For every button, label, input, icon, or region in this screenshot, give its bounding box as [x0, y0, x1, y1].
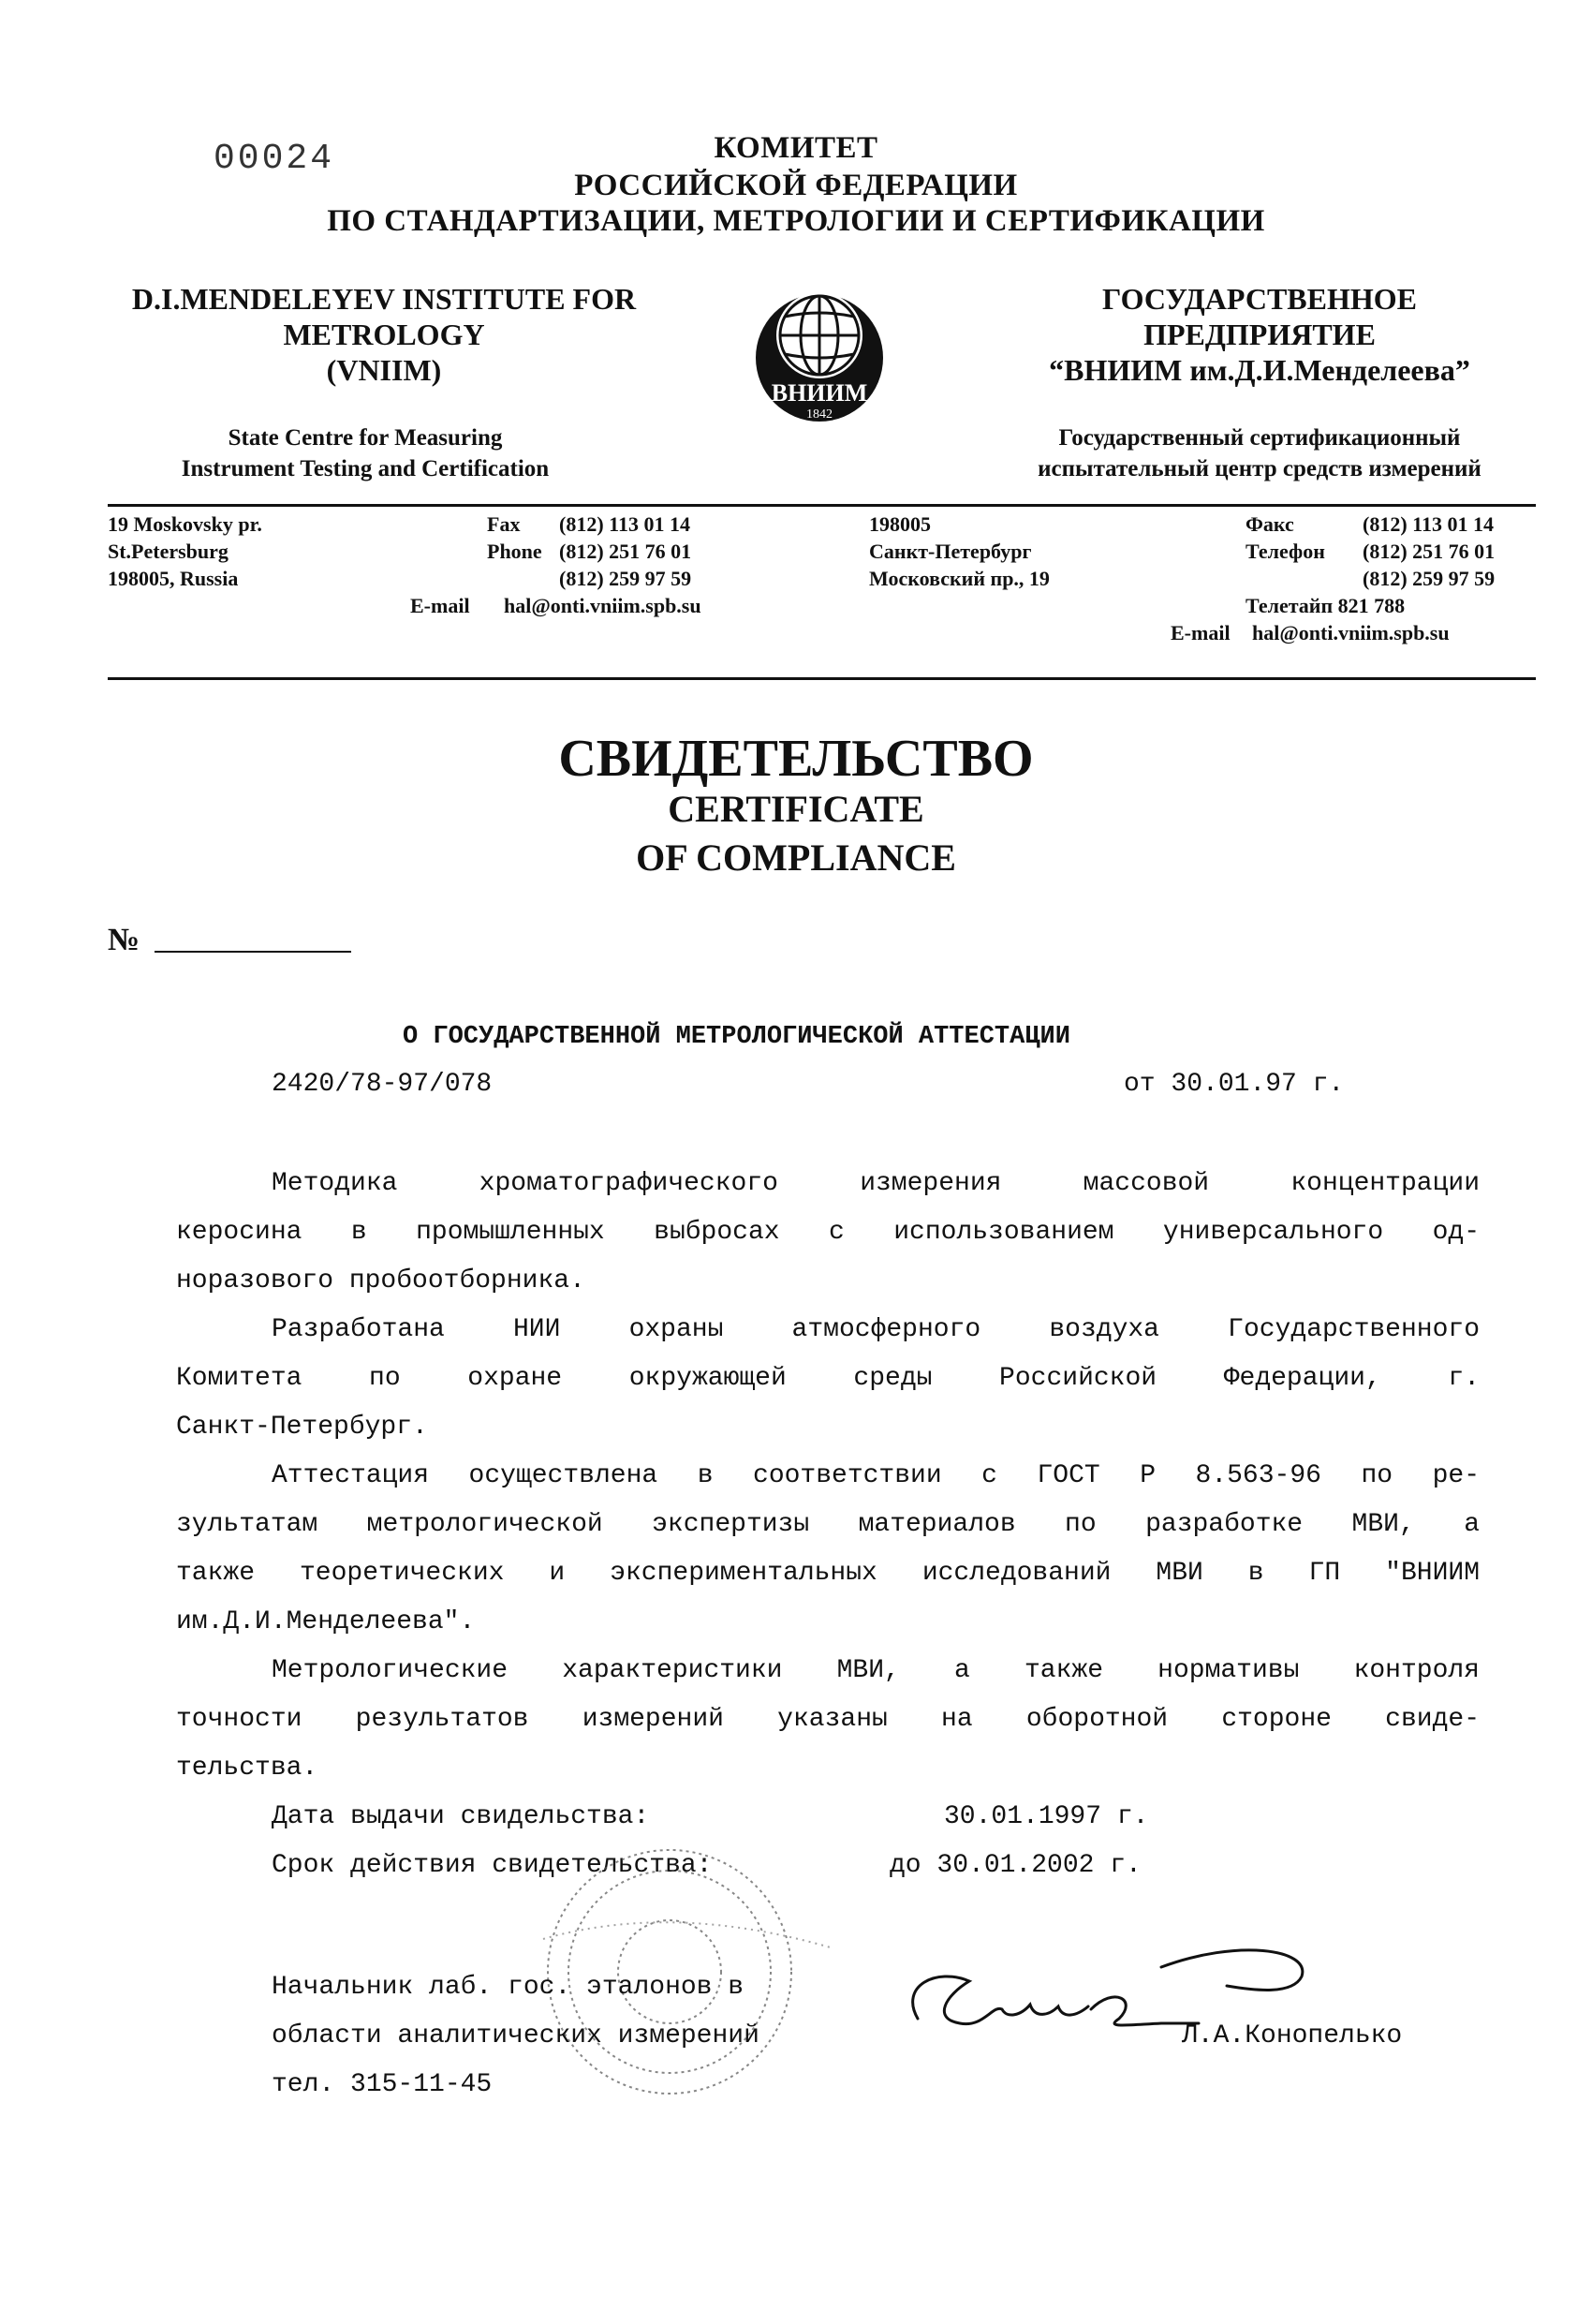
p3-line3: также теоретических и экспериментальных исследований МВИ в ГП "ВНИИМ — [176, 1559, 1480, 1588]
vniim-logo — [749, 281, 890, 450]
certificate-date: от 30.01.97 г. — [1124, 1070, 1345, 1099]
phone-en-value-2: (812) 259 97 59 — [559, 567, 692, 590]
header-divider-top — [108, 504, 1536, 507]
institute-abbr-en: (VNIIM) — [326, 353, 442, 387]
address-en-street: 19 Moskovsky pr. — [108, 512, 262, 536]
p3-line4: им.Д.И.Менделеева". — [176, 1607, 476, 1636]
email-en-value: hal@onti.vniim.spb.su — [504, 594, 701, 617]
phone-en-value-1: (812) 251 76 01 — [559, 540, 692, 563]
institute-name-en-2: METROLOGY — [283, 318, 485, 351]
certificate-title-en-2: OF COMPLIANCE — [636, 836, 956, 879]
phone-en-label: Phone — [487, 540, 542, 563]
address-en-city: St.Petersburg — [108, 540, 228, 563]
p3-line1: Аттестация осуществлена в соответствии с ГОСТ Р 8.563-96 по ре- — [272, 1461, 1480, 1490]
p1-line3: норазового пробоотборника. — [176, 1266, 585, 1295]
phone-ru-label: Телефон — [1246, 540, 1325, 563]
p3-line2: зультатам метрологической экспертизы материалов по разработке МВИ, а — [176, 1510, 1480, 1539]
p4-line1: Метрологические характеристики МВИ, а также нормативы контроля — [272, 1656, 1480, 1685]
p1-line1: Методика хроматографического измерения массовой концентрации — [272, 1169, 1480, 1198]
enterprise-name-ru-2: ПРЕДПРИЯТИЕ — [1143, 318, 1376, 351]
committee-line-3: ПО СТАНДАРТИЗАЦИИ, МЕТРОЛОГИИ И СЕРТИФИКАЦИИ — [327, 204, 1265, 238]
validity-label: Срок действия свидетельства: — [272, 1851, 713, 1880]
address-ru-zip: 198005 — [869, 512, 931, 536]
enterprise-name-ru-1: ГОСУДАРСТВЕННОЕ — [1102, 282, 1417, 316]
certificate-title-ru: СВИДЕТЕЛЬСТВО — [558, 730, 1034, 788]
institute-name-en-1: D.I.MENDELEYEV INSTITUTE FOR — [131, 282, 637, 316]
cert-centre-ru-1: Государственный сертификационный — [1058, 425, 1461, 451]
p2-line2: Комитета по охране окружающей среды Российской Федерации, г. — [176, 1364, 1480, 1393]
address-en-zip: 198005, Russia — [108, 567, 239, 590]
p2-line1: Разработана НИИ охраны атмосферного воздуха Государственного — [272, 1315, 1480, 1344]
certificate-id: 2420/78-97/078 — [272, 1070, 493, 1099]
cert-centre-ru-2: испытательный центр средств измерений — [1038, 456, 1481, 481]
address-ru-city: Санкт-Петербург — [869, 540, 1032, 563]
signatory-title-1: Начальник лаб. гос. эталонов в — [272, 1973, 744, 2002]
email-ru-label: E-mail — [1171, 621, 1231, 644]
state-centre-en-1: State Centre for Measuring — [228, 425, 503, 451]
p2-line3: Санкт-Петербург. — [176, 1413, 428, 1442]
committee-line-1: КОМИТЕТ — [714, 131, 878, 165]
email-ru-value: hal@onti.vniim.spb.su — [1252, 621, 1450, 644]
address-ru-street: Московский пр., 19 — [869, 567, 1050, 590]
fax-ru-value: (812) 113 01 14 — [1363, 512, 1494, 536]
enterprise-name-ru-3: “ВНИИМ им.Д.И.Менделеева” — [1049, 353, 1470, 387]
fax-en-value: (812) 113 01 14 — [559, 512, 690, 536]
number-label: № — [108, 923, 140, 957]
signatory-phone: тел. 315-11-45 — [272, 2070, 493, 2099]
subject-heading: О ГОСУДАРСТВЕННОЙ МЕТРОЛОГИЧЕСКОЙ АТТЕСТАЦИИ — [403, 1023, 1070, 1051]
signatory-title-2: области аналитических измерений — [272, 2021, 759, 2050]
number-blank-line — [155, 951, 351, 953]
state-centre-en-2: Instrument Testing and Certification — [181, 456, 550, 481]
teletype-ru: Телетайп 821 788 — [1246, 594, 1406, 617]
handwritten-doc-number: 00024 — [214, 139, 335, 179]
validity-value: до 30.01.2002 г. — [890, 1851, 1142, 1880]
p1-line2: керосина в промышленных выбросах с использованием универсального од- — [176, 1218, 1480, 1247]
fax-ru-label: Факс — [1246, 512, 1294, 536]
header-divider-bottom — [108, 677, 1536, 680]
phone-ru-value-2: (812) 259 97 59 — [1363, 567, 1496, 590]
signatory-name: Л.А.Конопелько — [1182, 2021, 1403, 2050]
email-en-label: E-mail — [410, 594, 470, 617]
fax-en-label: Fax — [487, 512, 521, 536]
logo-text: ВНИИМ — [771, 379, 868, 407]
logo-year: 1842 — [806, 407, 833, 422]
issued-date-value: 30.01.1997 г. — [944, 1802, 1149, 1831]
round-seal-stamp — [487, 1808, 890, 2108]
committee-line-2: РОССИЙСКОЙ ФЕДЕРАЦИИ — [574, 169, 1018, 202]
p4-line3: тельства. — [176, 1754, 318, 1783]
p4-line2: точности результатов измерений указаны на оборотной стороне свиде- — [176, 1705, 1480, 1734]
issued-date-label: Дата выдачи свидельства: — [272, 1802, 650, 1831]
phone-ru-value-1: (812) 251 76 01 — [1363, 540, 1496, 563]
certificate-title-en-1: CERTIFICATE — [668, 788, 924, 830]
